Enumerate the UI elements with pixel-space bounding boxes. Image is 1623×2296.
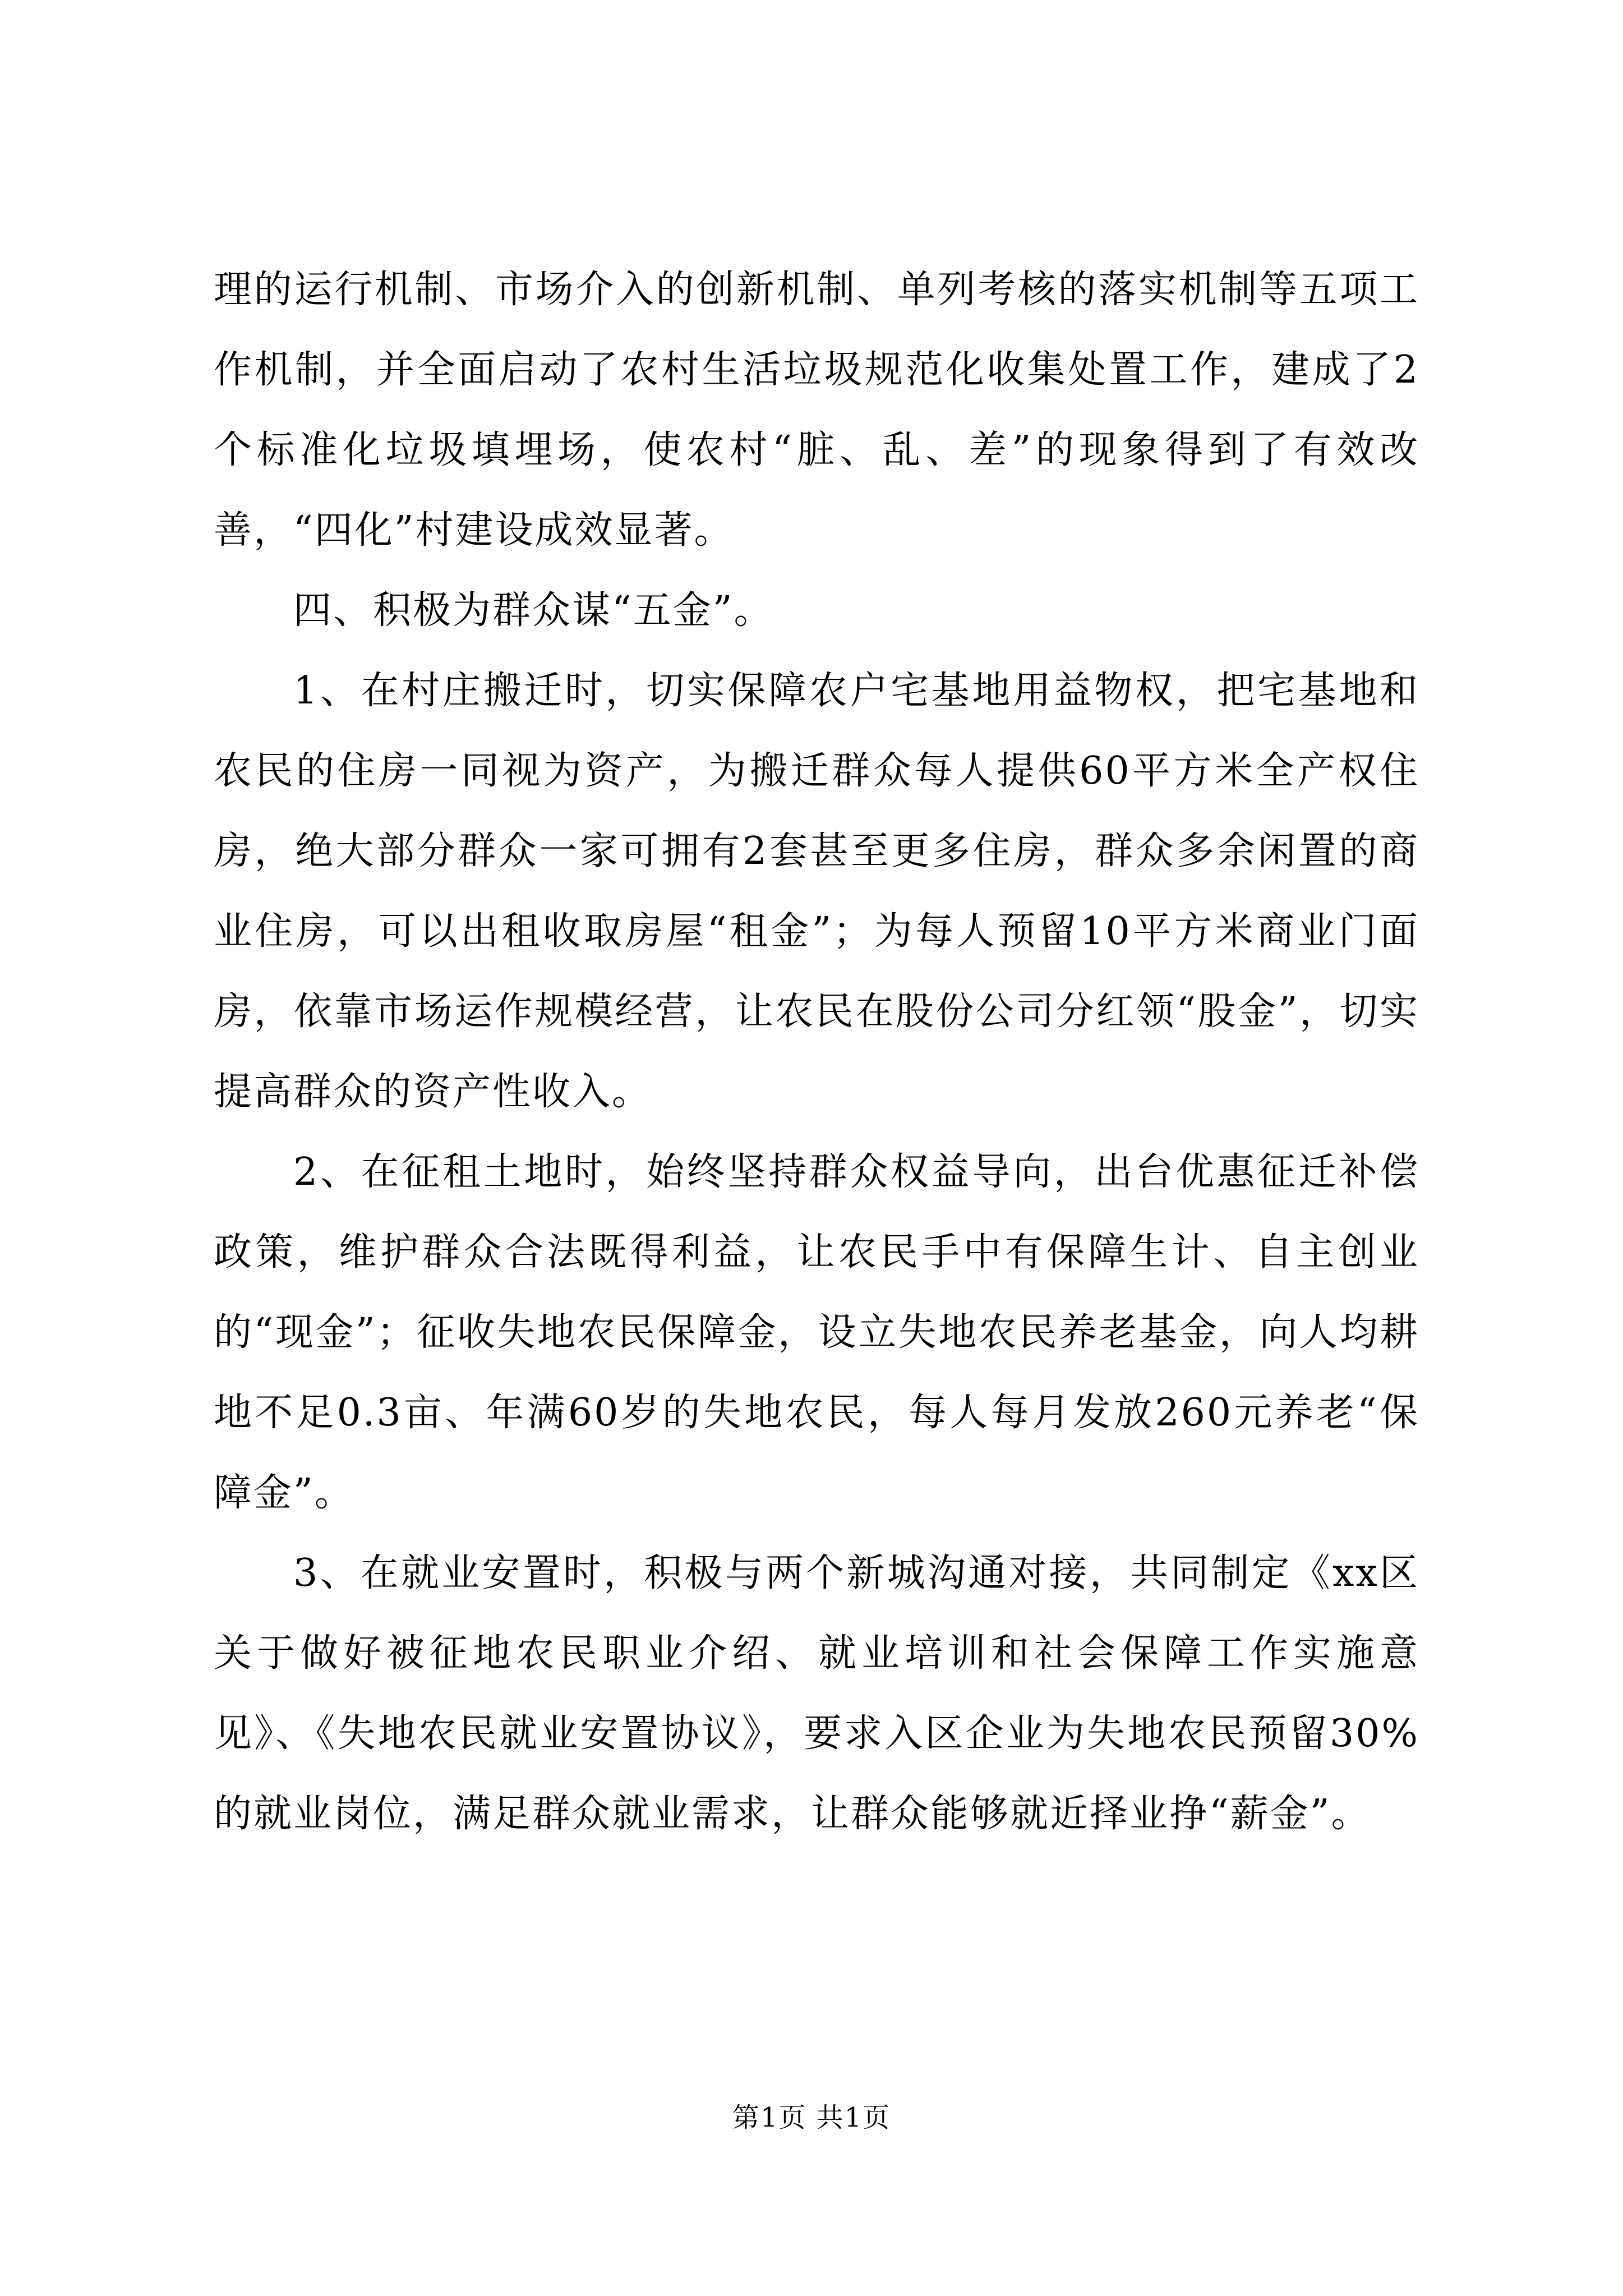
page-footer: 第1页 共1页	[732, 2102, 891, 2133]
paragraph-item-2: 2、在征租土地时，始终坚持群众权益导向，出台优惠征迁补偿政策，维护群众合法既得利益，让农民手中有保障生计、自主创业的“现金”；征收失地农民保障金，设立失地农民养老基金，向人均耕地不足0.3亩、年满60岁的失地农民，每人每月发放260元养老“保障金”。	[214, 1150, 1419, 1515]
document-body	[214, 250, 1419, 1854]
paragraph-item-1: 1、在村庄搬迁时，切实保障农户宅基地用益物权，把宅基地和农民的住房一同视为资产，为搬迁群众每人提供60平方米全产权住房，绝大部分群众一家可拥有2套甚至更多住房，群众多余闲置的商业住房，可以出租收取房屋“租金”；为每人预留10平方米商业门面房，依靠市场运作规模经营，让农民在股份公司分红领“股金”，切实提高群众的资产性收入。	[214, 669, 1419, 1114]
section-heading: 四、积极为群众谋“五金”。	[293, 588, 774, 633]
paragraph-item-3: 3、在就业安置时，积极与两个新城沟通对接，共同制定《xx区关于做好被征地农民职业介绍、就业培训和社会保障工作实施意见》、《失地农民就业安置协议》，要求入区企业为失地农民预留30%的就业岗位，满足群众就业需求，让群众能够就近择业挣“薪金”。	[214, 1551, 1419, 1836]
paragraph-continuation: 理的运行机制、市场介入的创新机制、单列考核的落实机制等五项工作机制，并全面启动了农村生活垃圾规范化收集处置工作，建成了2个标准化垃圾填埋场，使农村“脏、乱、差”的现象得到了有效改善，“四化”村建设成效显著。	[214, 268, 1419, 553]
